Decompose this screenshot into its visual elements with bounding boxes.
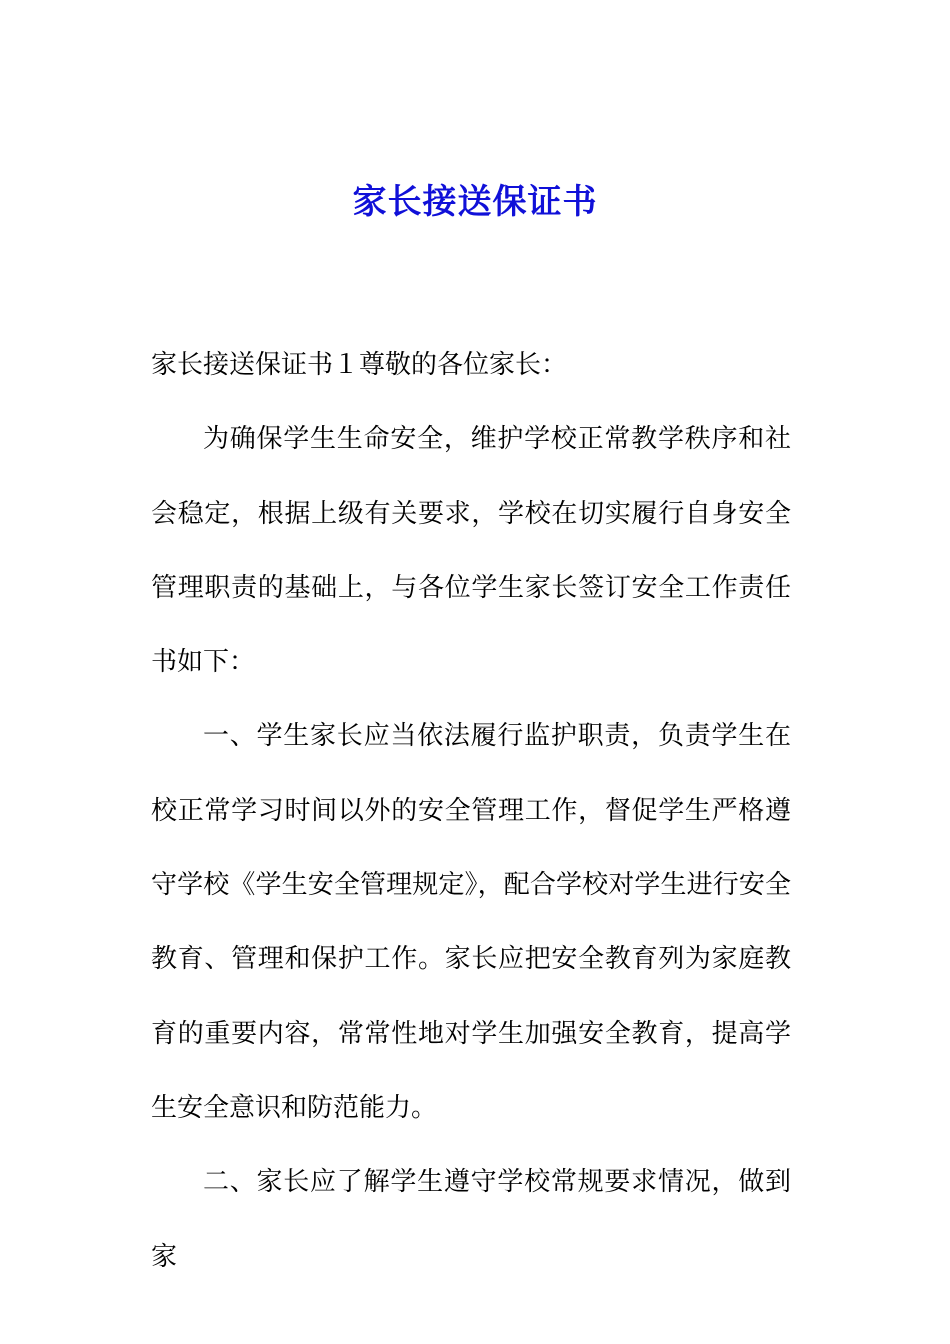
document-body [151, 328, 791, 1294]
paragraph-item-1: 一、学生家长应当依法履行监护职责，负责学生在校正常学习时间以外的安全管理工作，督促学生严格遵守学校《学生安全管理规定》，配合学校对学生进行安全教育、管理和保护工作。家长应把安全教育列为家庭教育的重要内容，常常性地对学生加强安全教育，提高学生安全意识和防范能力。 [151, 721, 791, 1123]
paragraph-intro: 为确保学生生命安全，维护学校正常教学秩序和社会稳定，根据上级有关要求，学校在切实履行自身安全管理职责的基础上，与各位学生家长签订安全工作责任书如下： [151, 424, 791, 678]
salutation-line: 家长接送保证书１尊敬的各位家长： [151, 350, 568, 380]
paragraph-item-2: 二、家长应了解学生遵守学校常规要求情况，做到家 [151, 1167, 791, 1272]
document-title: 家长接送保证书 [352, 182, 598, 222]
